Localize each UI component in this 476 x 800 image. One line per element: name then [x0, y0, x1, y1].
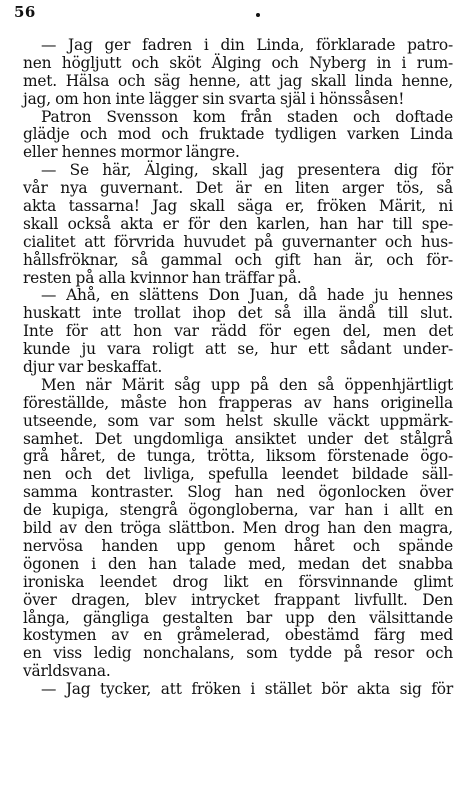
text-line: samma kontraster. Slog han ned ögonlocken över: [23, 483, 453, 502]
text-line: nervösa handen upp genom håret och spände: [23, 536, 453, 555]
text-line: jag, om hon inte lägger sin svarta själ i hönssåsen!: [23, 89, 405, 108]
text-line: eller hennes mormor längre.: [23, 143, 240, 162]
text-line: met. Hälsa och säg henne, att jag skall linda henne,: [23, 71, 453, 90]
text-line: långa, gängliga gestalten bar upp den välsittande: [23, 608, 453, 627]
text-line: samhet. Det ungdomliga ansiktet under det stålgrå: [23, 429, 453, 448]
text-line: skall också akta er för den karlen, han har till spe-: [23, 214, 453, 233]
body-text: [23, 37, 453, 699]
text-line: glädje och mod och fruktade tydligen varken Linda: [23, 125, 453, 144]
text-line: cialitet att förvrida huvudet på guvernanter och hus-: [23, 232, 453, 251]
page-number: 56: [14, 3, 36, 21]
text-line: de kupiga, stengrå ögongloberna, var han i allt en: [23, 501, 453, 520]
text-line: bild av den tröga slättbon. Men drog han den magra,: [23, 519, 453, 538]
text-line: akta tassarna! Jag skall säga er, fröken Märit, ni: [23, 197, 453, 216]
text-line: Men när Märit såg upp på den så öppenhjärtligt: [41, 375, 453, 394]
text-line: — Ahå, en slättens Don Juan, då hade ju hennes: [41, 286, 453, 305]
text-line: ögonen i den han talade med, medan det snabba: [23, 554, 453, 573]
text-line: grå håret, de tunga, trötta, liksom förstenade ögo-: [23, 447, 453, 466]
printed-dot: [256, 13, 260, 17]
text-line: över dragen, blev intrycket frappant livfullt. Den: [23, 590, 453, 609]
text-line: kostymen av en gråmelerad, obestämd färg med: [23, 626, 453, 645]
text-line: — Jag ger fadren i din Linda, förklarade patro-: [41, 36, 453, 54]
text-line: kunde ju vara roligt att se, hur ett sådant under-: [23, 340, 453, 359]
text-line: resten på alla kvinnor han träffar på.: [23, 268, 302, 287]
text-line: — Jag tycker, att fröken i stället bör akta sig för: [41, 680, 453, 699]
text-line: huskatt inte trollat ihop det så illa ändå till slut.: [23, 304, 453, 323]
text-line: Patron Svensson kom från staden och doftade: [41, 107, 453, 126]
text-line: hållsfröknar, så gammal och gift han är, och för-: [23, 250, 453, 269]
text-line: djur var beskaffat.: [23, 358, 163, 377]
text-line: Inte för att hon var rädd för egen del, men det: [23, 322, 453, 341]
text-line: utseende, som var som helst skulle väckt uppmärk-: [23, 411, 453, 430]
text-line: föreställde, måste hon frapperas av hans originella: [23, 393, 453, 412]
text-line: — Se här, Älging, skall jag presentera dig för: [41, 161, 453, 180]
text-line: vår nya guvernant. Det är en liten arger tös, så: [23, 179, 453, 198]
text-line: ironiska leendet drog likt en försvinnande glimt: [23, 572, 453, 591]
text-line: nen och det livliga, spefulla leendet bildade säll-: [23, 465, 453, 484]
text-line: nen högljutt och sköt Älging och Nyberg in i rum-: [23, 53, 453, 72]
text-line: världsvana.: [23, 662, 111, 681]
text-line: en viss ledig nonchalans, som tydde på resor och: [23, 644, 453, 663]
